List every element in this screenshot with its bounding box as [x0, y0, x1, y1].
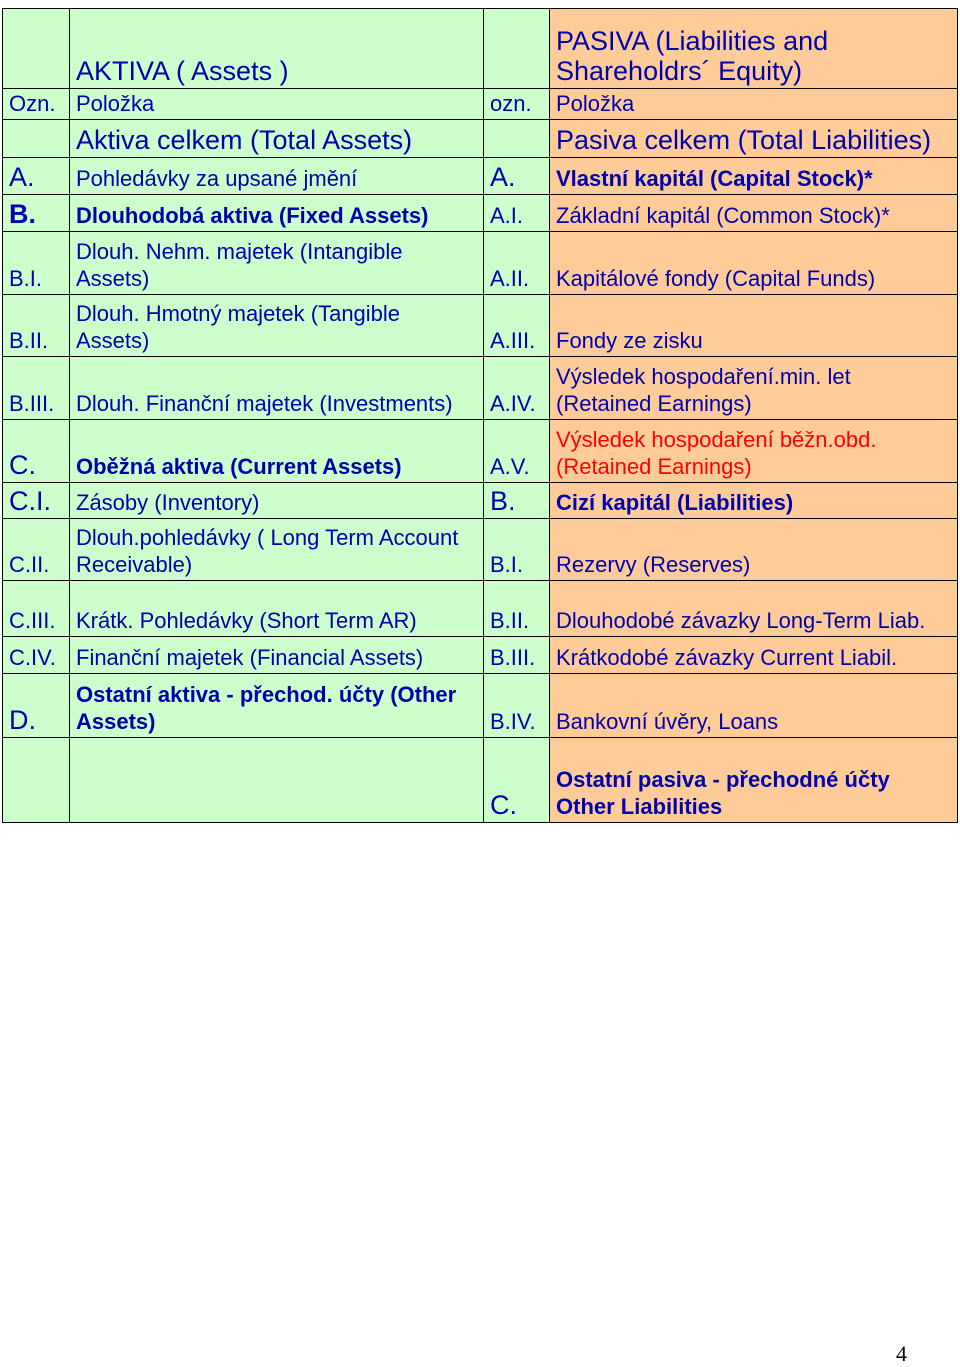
header-blank-2	[484, 9, 550, 89]
row-code-left: C.	[3, 420, 70, 483]
row-label-right: Ostatní pasiva - přechodné účty Other Liabilities	[550, 738, 958, 823]
row-label-left: Dlouh. Hmotný majetek (Tangible Assets)	[70, 295, 484, 357]
row-label-left: Oběžná aktiva (Current Assets)	[70, 420, 484, 483]
row-label-right: Vlastní kapitál (Capital Stock)*	[550, 158, 958, 195]
col-head-ozn-left: Ozn.	[3, 89, 70, 120]
col-head-ozn-right: ozn.	[484, 89, 550, 120]
table-row	[3, 637, 958, 674]
row-label-left: Krátk. Pohledávky (Short Term AR)	[70, 581, 484, 637]
page-number: 4	[896, 1341, 907, 1366]
header-blank	[3, 9, 70, 89]
row-label-left: Dlouh. Nehm. majetek (Intangible Assets)	[70, 232, 484, 295]
col-head-polozka-left: Položka	[70, 89, 484, 120]
row-label-right: Výsledek hospodaření běžn.obd.(Retained Earnings)	[550, 420, 958, 483]
row-code-right: B.I.	[484, 519, 550, 581]
row-label-right: Dlouhodobé závazky Long-Term Liab.	[550, 581, 958, 637]
table-row	[3, 232, 958, 295]
row-code-right: A.	[484, 158, 550, 195]
row-code-right: A.I.	[484, 195, 550, 232]
total-liabilities: Pasiva celkem (Total Liabilities)	[550, 120, 958, 158]
row-code-left: B.III.	[3, 357, 70, 420]
row-label-right: Fondy ze zisku	[550, 295, 958, 357]
row-code-right: B.III.	[484, 637, 550, 674]
row-label-left: Dlouhodobá aktiva (Fixed Assets)	[70, 195, 484, 232]
row-label-left: Dlouh.pohledávky ( Long Term Account Receivable)	[70, 519, 484, 581]
col-head-polozka-right: Položka	[550, 89, 958, 120]
row-code-left: A.	[3, 158, 70, 195]
row-code-right: B.II.	[484, 581, 550, 637]
row-label-left: Pohledávky za upsané jmění	[70, 158, 484, 195]
row-label-left: Finanční majetek (Financial Assets)	[70, 637, 484, 674]
row-label-left: Zásoby (Inventory)	[70, 483, 484, 519]
table-row	[3, 420, 958, 483]
row-label-left	[70, 738, 484, 823]
aktiva-title: AKTIVA ( Assets )	[70, 9, 484, 89]
row-label-right: Cizí kapitál (Liabilities)	[550, 483, 958, 519]
row-label-right: Bankovní úvěry, Loans	[550, 674, 958, 738]
table-row	[3, 295, 958, 357]
table-row	[3, 158, 958, 195]
row-label-right: Rezervy (Reserves)	[550, 519, 958, 581]
row-code-right: B.IV.	[484, 674, 550, 738]
row-code-right: A.V.	[484, 420, 550, 483]
row-code-left: D.	[3, 674, 70, 738]
row-label-right: Kapitálové fondy (Capital Funds)	[550, 232, 958, 295]
table-row	[3, 195, 958, 232]
pasiva-title: PASIVA (Liabilities and Shareholdrs´ Equity)	[550, 9, 958, 89]
table-row	[3, 581, 958, 637]
row-code-left: B.II.	[3, 295, 70, 357]
column-heads-row	[3, 89, 958, 120]
row-code-left: C.II.	[3, 519, 70, 581]
row-code-left: C.I.	[3, 483, 70, 519]
row-code-left: C.III.	[3, 581, 70, 637]
row-code-left: B.	[3, 195, 70, 232]
row-label-left: Dlouh. Finanční majetek (Investments)	[70, 357, 484, 420]
row-code-left: C.IV.	[3, 637, 70, 674]
row-label-right: Výsledek hospodaření.min. let (Retained Earnings)	[550, 357, 958, 420]
header-row	[3, 9, 958, 89]
row-code-right: A.III.	[484, 295, 550, 357]
table-row	[3, 357, 958, 420]
totals-row	[3, 120, 958, 158]
table-row	[3, 738, 958, 823]
table-row	[3, 519, 958, 581]
row-code-right: B.	[484, 483, 550, 519]
row-label-left: Ostatní aktiva - přechod. účty (Other Assets)	[70, 674, 484, 738]
row-code-right: A.II.	[484, 232, 550, 295]
total-assets: Aktiva celkem (Total Assets)	[70, 120, 484, 158]
table-row	[3, 483, 958, 519]
row-label-right: Základní kapitál (Common Stock)*	[550, 195, 958, 232]
table-row	[3, 674, 958, 738]
balance-sheet-table	[2, 8, 958, 823]
row-code-left: B.I.	[3, 232, 70, 295]
row-code-right: C.	[484, 738, 550, 823]
row-label-right: Krátkodobé závazky Current Liabil.	[550, 637, 958, 674]
row-code-left	[3, 738, 70, 823]
row-code-right: A.IV.	[484, 357, 550, 420]
totals-blank-2	[484, 120, 550, 158]
totals-blank	[3, 120, 70, 158]
